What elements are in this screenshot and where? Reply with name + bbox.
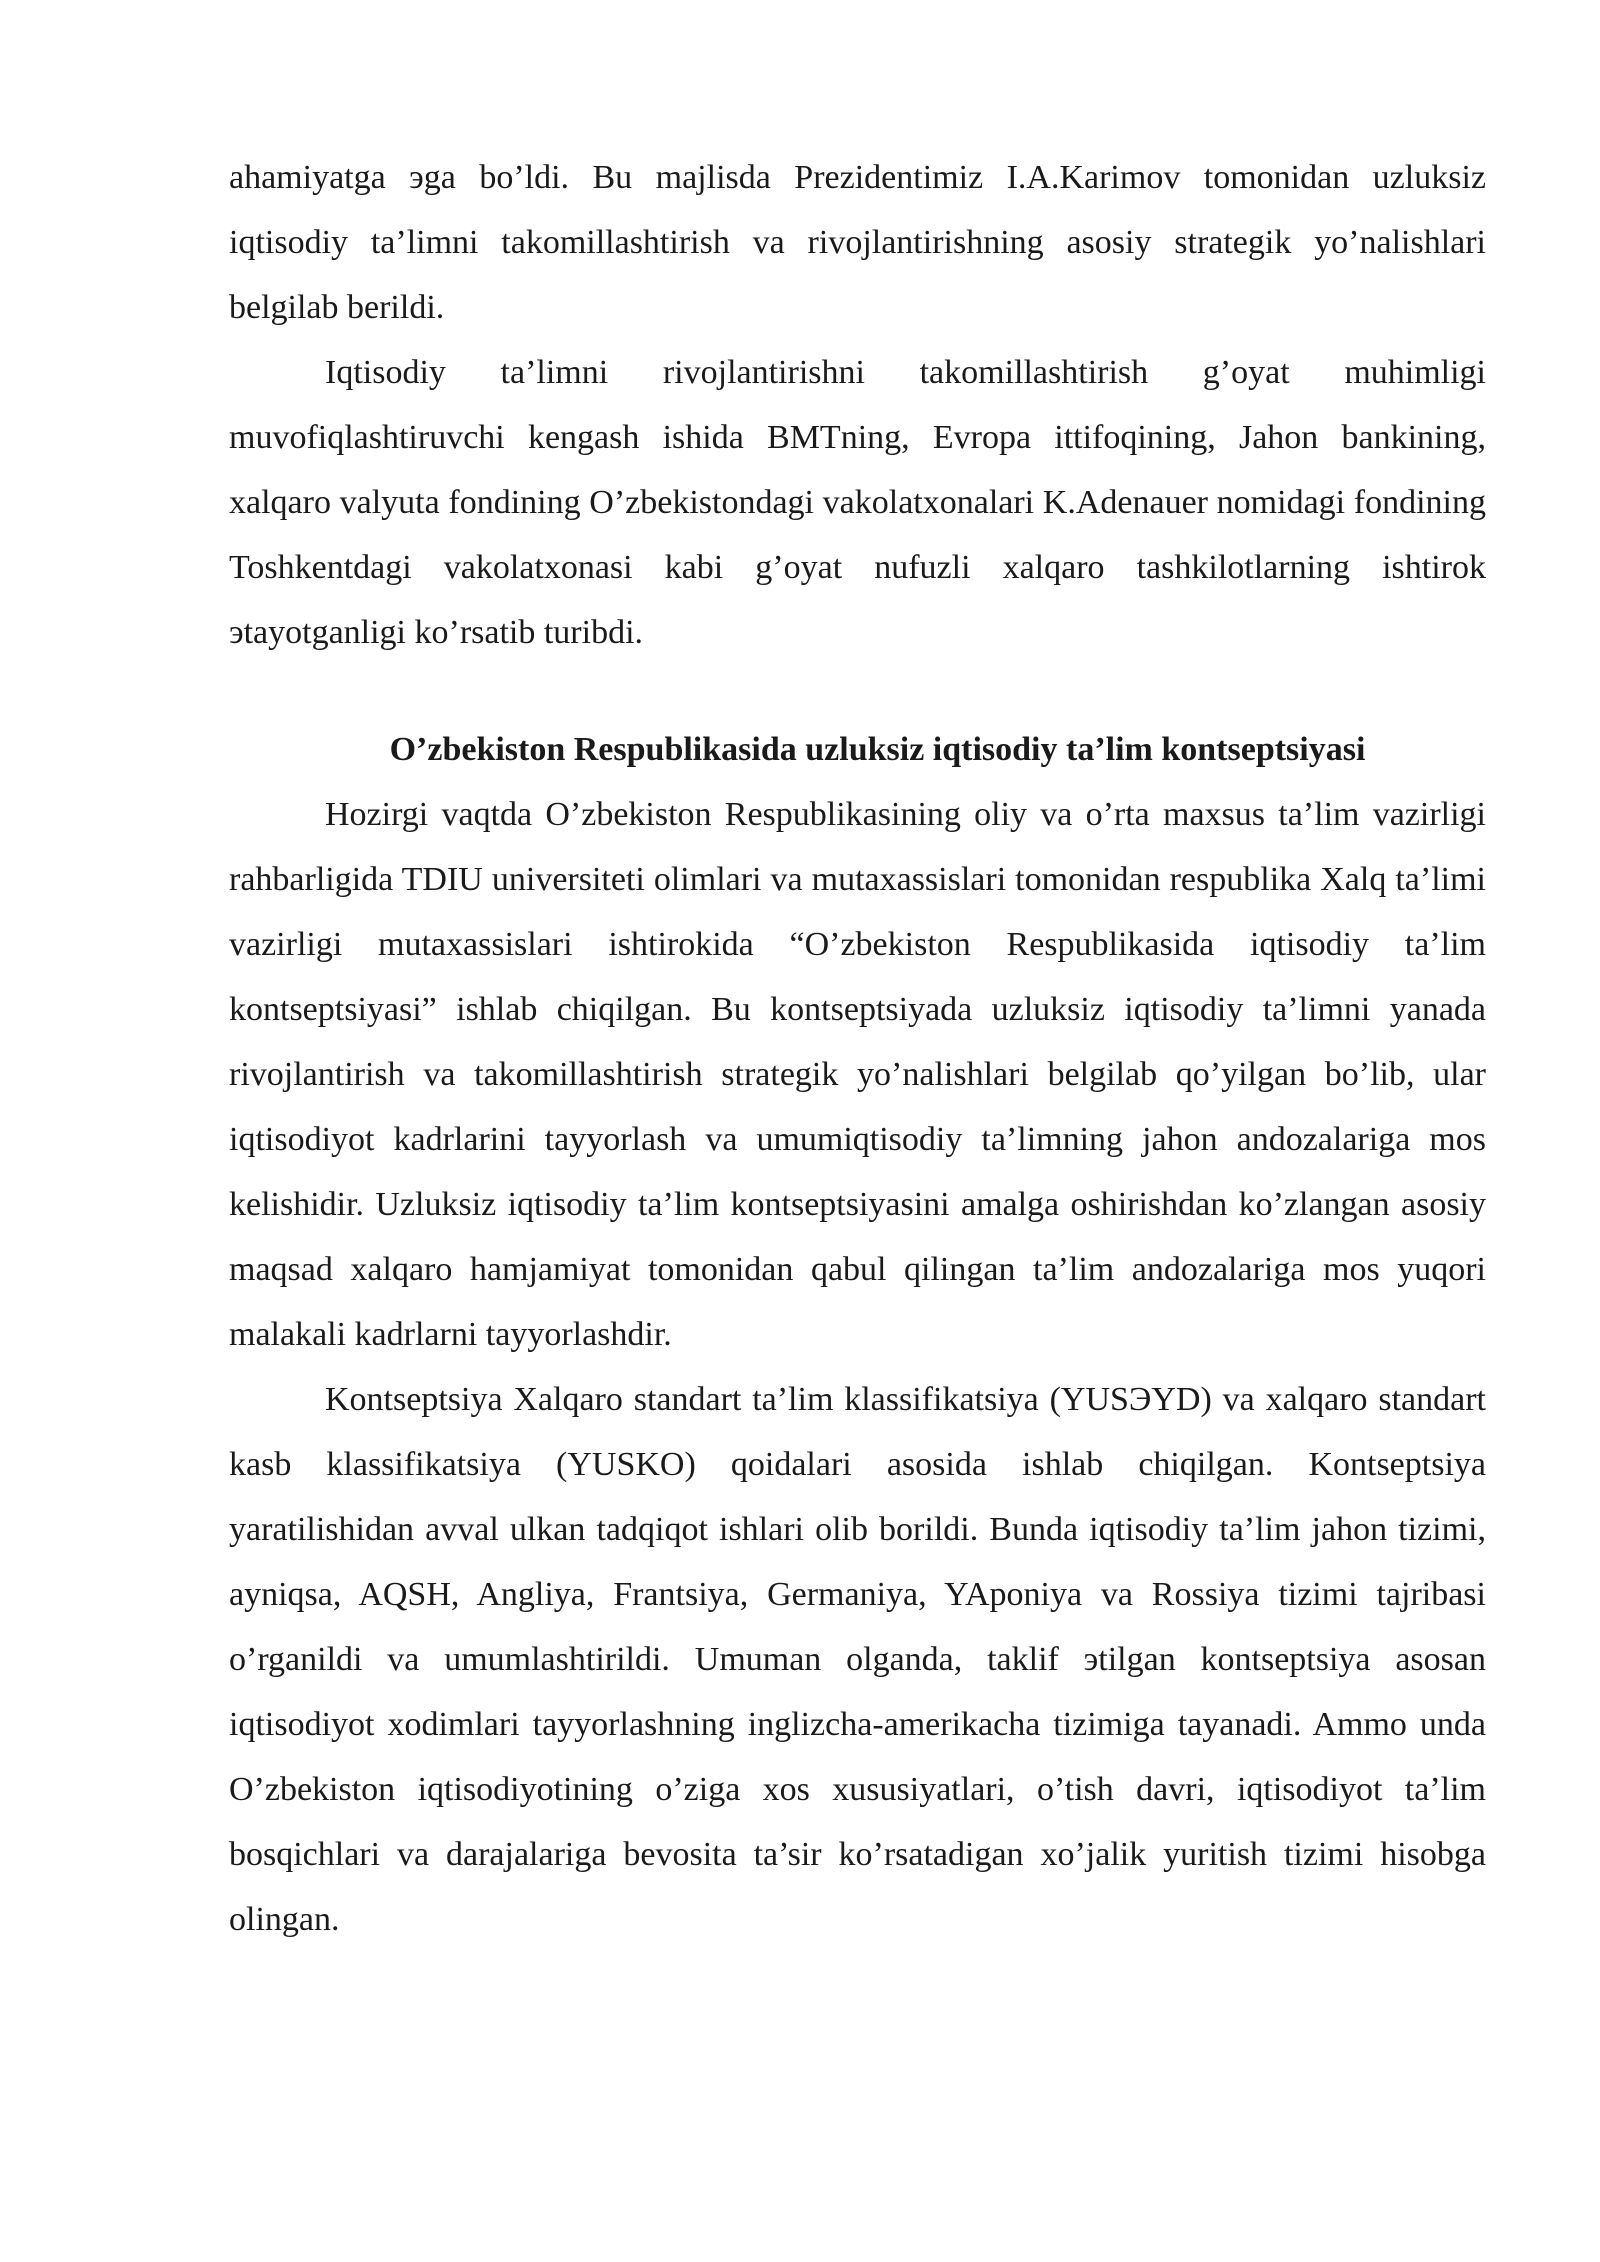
paragraph-intro: ahamiyatga эga bo’ldi. Bu majlisda Prezidentimiz I.A.Karimov tomonidan uzluksiz iqtisodiy ta’limni takomillashtirish va rivojlantirishning asosiy strategik yo’nalishlari belgilab berildi. xyxy=(229,159,1486,326)
paragraph-council: Iqtisodiy ta’limni rivojlantirishni takomillashtirish g’oyat muhimligi muvofiqlashtiruvchi kengash ishida BMTning, Evropa ittifoqining, Jahon bankining, xalqaro valyuta fondining O’zbekistondagi vakolatxonalari K.Adenauer nomidagi fondining Toshkentdagi vakolatxonasi kabi g’oyat nufuzli xalqaro tashkilotlarning ishtirok эtayotganligi ko’rsatib turibdi. xyxy=(229,354,1486,651)
paragraph-concept: Hozirgi vaqtda O’zbekiston Respublikasining oliy va o’rta maxsus ta’lim vazirligi rahbarligida TDIU universiteti olimlari va mutaxassislari tomonidan respublika Xalq ta’limi vazirligi mutaxassislari ishtirokida “O’zbekiston Respublikasida iqtisodiy ta’lim kontseptsiyasi” ishlab chiqilgan. Bu kontseptsiyada uzluksiz iqtisodiy ta’limni yanada rivojlantirish va takomillashtirish strategik yo’nalishlari belgilab qo’yilgan bo’lib, ular iqtisodiyot kadrlarini tayyorlash va umumiqtisodiy ta’limning jahon andozalariga mos kelishidir. Uzluksiz iqtisodiy ta’lim kontseptsiyasini amalga oshirishdan ko’zlangan asosiy maqsad xalqaro hamjamiyat tomonidan qabul qilingan ta’lim andozalariga mos yuqori malakali kadrlarni tayyorlashdir. xyxy=(229,796,1486,1353)
paragraph-classification: Kontseptsiya Xalqaro standart ta’lim klassifikatsiya (YUSЭYD) va xalqaro standart kasb klassifikatsiya (YUSKO) qoidalari asosida ishlab chiqilgan. Kontseptsiya yaratilishidan avval ulkan tadqiqot ishlari olib borildi. Bunda iqtisodiy ta’lim jahon tizimi, ayniqsa, AQSH, Angliya, Frantsiya, Germaniya, YAponiya va Rossiya tizimi tajribasi o’rganildi va umumlashtirildi. Umuman olganda, taklif эtilgan kontseptsiya asosan iqtisodiyot xodimlari tayyorlashning inglizcha-amerikacha tizimiga tayanadi. Ammo unda O’zbekiston iqtisodiyotining o’ziga xos xususiyatlari, o’tish davri, iqtisodiyot ta’lim bosqichlari va darajalariga bevosita ta’sir ko’rsatadigan xo’jalik yuritish tizimi hisobga olingan. xyxy=(229,1381,1486,1938)
document-page xyxy=(229,145,1486,1952)
section-heading: O’zbekiston Respublikasida uzluksiz iqtisodiy ta’lim kontseptsiyasi xyxy=(389,731,1366,768)
